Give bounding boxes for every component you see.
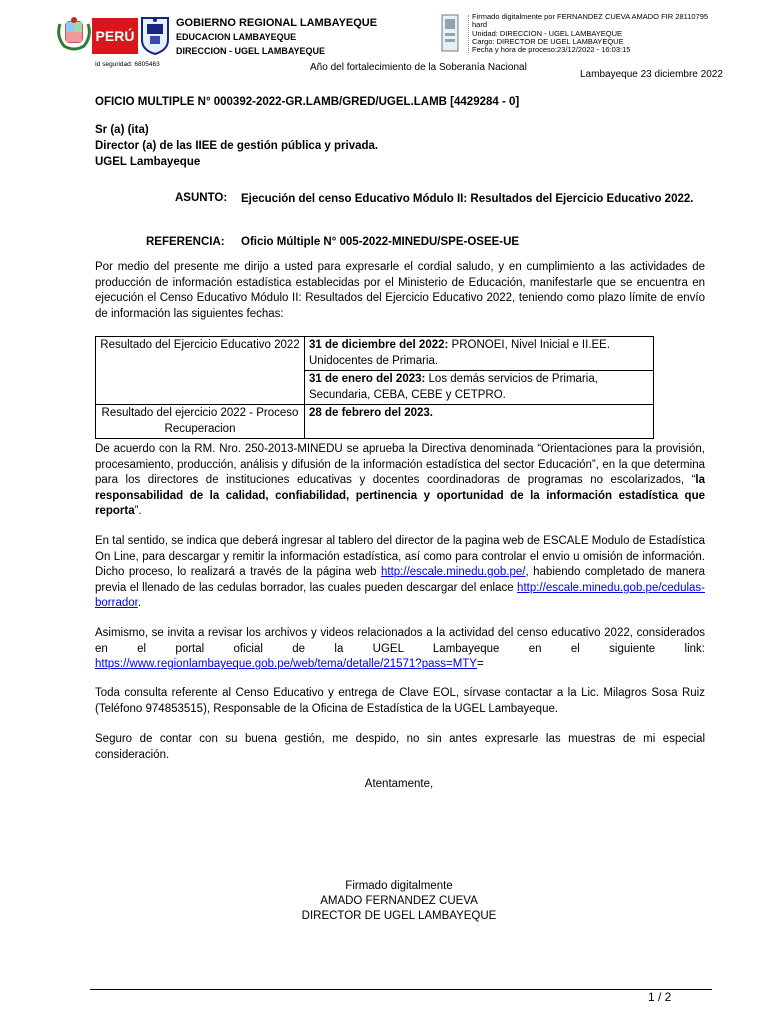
signature-line: Fecha y hora de proceso:23/12/2022 - 16:03:15 <box>472 45 631 55</box>
security-id: Id seguridad: 6805463 <box>95 61 160 68</box>
org-subunit: EDUCACION LAMBAYEQUE <box>176 32 297 42</box>
portal-link[interactable]: https://www.regionlambayeque.gob.pe/web/tema/detalle/21571?pass=MTY <box>95 658 477 671</box>
farewell-paragraph: Seguro de contar con su buena gestión, me despido, no sin antes expresarle las muestras de mi especial consideración. <box>95 733 705 761</box>
deadline-table <box>95 336 654 439</box>
signature-line: hard <box>472 20 488 30</box>
paragraph-text: De acuerdo con la RM. Nro. 250-2013-MINEDU se aprueba la Directiva denominada “Orientaciones para la provisión, procesamiento, producción, análisis y difusión de la información estadística del sector Educación”, en la que determina para los directores de instituciones educativas y docentes coordinadoras de programas no escolarizados, “ <box>95 443 705 487</box>
directive-paragraph <box>95 442 705 520</box>
closing: Atentamente, <box>364 778 434 790</box>
escale-paragraph <box>95 534 705 612</box>
signature-line: Cargo: DIRECTOR DE UGEL LAMBAYEQUE <box>472 36 624 46</box>
asunto-text: Ejecución del censo Educativo Módulo II: Resultados del Ejercicio Educativo 2022. <box>241 193 694 205</box>
asunto-label: ASUNTO: <box>175 192 228 204</box>
year-name: Año del fortalecimiento de la Soberanía Nacional <box>310 62 527 73</box>
org-direction: DIRECCION - UGEL LAMBAYEQUE <box>176 46 326 56</box>
recipient-line: Director (a) de las IIEE de gestión pública y privada. <box>95 140 379 152</box>
page-number: 1 / 2 <box>648 990 672 1004</box>
peru-flag-logo <box>92 18 138 54</box>
intro-paragraph: Por medio del presente me dirijo a usted para expresarle el cordial saludo, y en cumplimiento a las actividades de producción de información estadística establecidas por el Ministerio de Educación, manifestarle que se encuentra en ejecución el Censo Educativo Módulo II: Resultados del Ejercicio Educativo 2022, teniendo como plazo límite de envío de información las siguientes fechas: <box>95 261 705 320</box>
signature-note: Firmado digitalmente <box>345 880 453 892</box>
oficio-number: OFICIO MULTIPLE N° 000392-2022-GR.LAMB/GRED/UGEL.LAMB [4429284 - 0] <box>95 96 520 108</box>
signature-divider <box>468 15 470 53</box>
paragraph-text: En tal sentido, se indica que deberá ingresar al tablero del director de la pagina web de ESCALE Modulo de Estadística On Line, para descargar y remitir la información estadística, así como para controlar el envio u omisión de información. Dicho proceso, lo realizará a través de la página web <box>95 535 705 579</box>
table-row <box>96 405 654 439</box>
footer-divider <box>90 989 712 990</box>
recipient-line: Sr (a) (ita) <box>95 124 149 136</box>
contact-paragraph: Toda consulta referente al Censo Educativo y entrega de Clave EOL, sírvase contactar a la Lic. Milagros Sosa Ruiz (Teléfono 974853515), Responsable de la Oficina de Estadística de la UGEL Lambayeque. <box>95 687 705 715</box>
peru-coat-of-arms-logo <box>54 14 94 54</box>
digital-signature-details <box>472 13 762 54</box>
table-cell-deadline <box>305 405 654 439</box>
paragraph-text: ”. <box>134 505 142 518</box>
table-cell-label: Resultado del ejercicio 2022 - Proceso Recuperacion <box>96 405 305 439</box>
table-cell-deadline <box>305 371 654 405</box>
deadline-date: 31 de diciembre del 2022: <box>309 339 449 351</box>
table-row <box>96 337 654 371</box>
signer-name: AMADO FERNANDEZ CUEVA <box>320 895 478 907</box>
referencia-label: REFERENCIA: <box>146 236 225 248</box>
paragraph-text: = <box>476 658 484 671</box>
quoted-responsibility: la responsabilidad de la calidad, confiabilidad, pertinencia y oportunidad de la información estadística que reporta <box>95 474 705 518</box>
escale-link[interactable]: http://escale.minedu.gob.pe/ <box>381 566 526 579</box>
cedulas-borrador-link[interactable]: http://escale.minedu.gob.pe/cedulas-borrador <box>95 581 705 610</box>
table-cell-label: Resultado del Ejercicio Educativo 2022 <box>96 337 305 405</box>
table-cell-deadline <box>305 337 654 371</box>
signer-title: DIRECTOR DE UGEL LAMBAYEQUE <box>301 910 497 922</box>
ugel-logo <box>138 14 172 56</box>
signature-line: Unidad: DIRECCION - UGEL LAMBAYEQUE <box>472 28 623 38</box>
deadline-scope: Los demás servicios de Primaria, Secundaria, CEBA, CEBE y CETPRO. <box>309 373 598 401</box>
deadline-date: 31 de enero del 2023: <box>309 373 426 385</box>
place-date: Lambayeque 23 diciembre 2022 <box>580 69 723 80</box>
paragraph-text: , habiendo completado de manera previa el llenado de las cedulas borrador, las cuales pueden descargar del enlace <box>95 566 705 594</box>
recipient-line: UGEL Lambayeque <box>95 156 201 168</box>
deadline-date: 28 de febrero del 2023. <box>309 407 434 419</box>
digital-signature-seal-icon <box>440 13 460 53</box>
org-name: GOBIERNO REGIONAL LAMBAYEQUE <box>176 17 378 29</box>
paragraph-text: Asimismo, se invita a revisar los archivos y videos relacionados a la actividad del censo educativo 2022, considerados en el portal oficial de la UGEL Lambayeque en el siguiente link: <box>95 627 705 655</box>
deadline-scope: PRONOEI, Nivel Inicial e II.EE. Unidocentes de Primaria. <box>309 339 611 367</box>
signature-line: Firmado digitalmente por FERNANDEZ CUEVA AMADO FIR 28110795 <box>472 12 709 21</box>
referencia-text: Oficio Múltiple N° 005-2022-MINEDU/SPE-OSEE-UE <box>241 236 520 248</box>
paragraph-text: . <box>137 597 142 610</box>
flag-text: PERÚ <box>95 28 135 44</box>
portal-paragraph <box>95 626 705 673</box>
